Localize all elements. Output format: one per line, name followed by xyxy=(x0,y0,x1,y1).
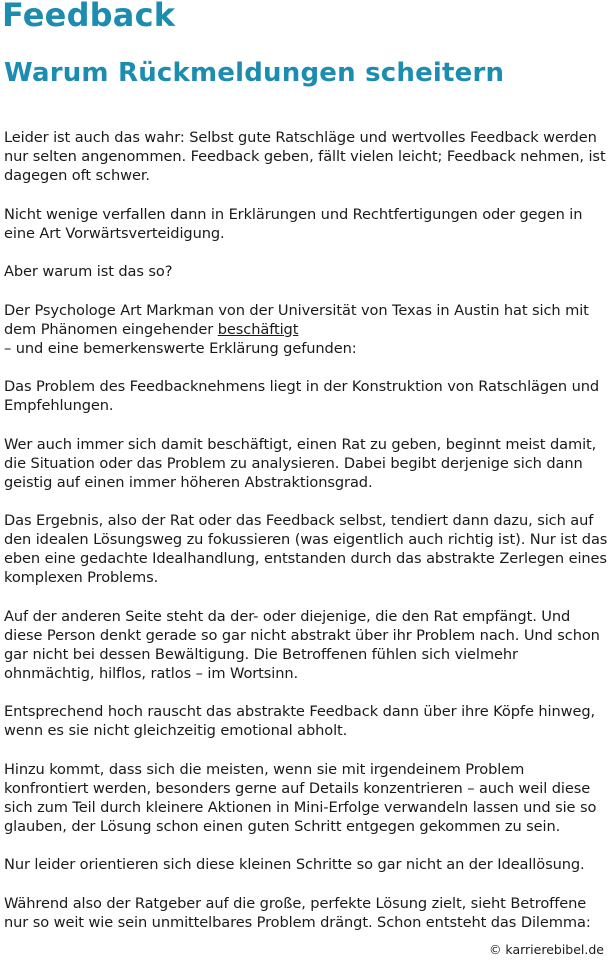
paragraph: Nicht wenige verfallen dann in Erklärungen und Rechtfertigungen oder gegen in eine Art Vorwärtsverteidigung. xyxy=(4,205,583,242)
copyright-footer: © karrierebibel.de xyxy=(488,942,604,957)
paragraph: Nur leider orientieren sich diese kleinen Schritte so gar nicht an der Ideallösung. xyxy=(4,856,585,873)
paragraph: Während also der Ratgeber auf die große, perfekte Lösung zielt, sieht Betroffene nur so weit wie sein unmittelbares Problem drängt. Schon entsteht das Dilemma: xyxy=(4,894,591,931)
paragraph: Auf der anderen Seite steht da der- oder diejenige, die den Rat empfängt. Und diese Person denkt gerade so gar nicht abstrakt über ihr Problem nach. Und schon gar nicht bei dessen Bewältigung. Die Betroffenen fühlen sich vielmehr ohnmächtig, hilflos, ratlos – im Wortsinn. xyxy=(4,607,600,682)
page-subtitle: Warum Rückmeldungen scheitern xyxy=(4,58,505,88)
page-title: Feedback xyxy=(2,0,176,34)
paragraph: Das Problem des Feedbacknehmens liegt in der Konstruktion von Ratschlägen und Empfehlungen. xyxy=(4,378,600,414)
paragraph: Das Ergebnis, also der Rat oder das Feedback selbst, tendiert dann dazu, sich auf den idealen Lösungsweg zu fokussieren (was eigentlich auch richtig ist). Nur ist das eben eine gedachte Idealhandlung, entstanden durch das abstrakte Zerlegen eines komplexen Problems. xyxy=(4,512,608,586)
article-body xyxy=(4,128,610,951)
paragraph: Wer auch immer sich damit beschäftigt, einen Rat zu geben, beginnt meist damit, die Situation oder das Problem zu analysieren. Dabei begibt derjenige sich dann geistig auf einen immer höheren Abstraktionsgrad. xyxy=(4,435,597,491)
paragraph: Leider ist auch das wahr: Selbst gute Ratschläge und wertvolles Feedback werden nur selten angenommen. Feedback geben, fällt vielen leicht; Feedback nehmen, ist dagegen oft schwer. xyxy=(4,129,606,184)
paragraph xyxy=(4,301,610,358)
paragraph-text: – und eine bemerkenswerte Erklärung gefunden: xyxy=(4,339,357,357)
paragraph: Aber warum ist das so? xyxy=(4,263,173,280)
beschaeftigt-link[interactable]: beschäftigt xyxy=(217,320,299,338)
paragraph-text: Der Psychologe Art Markman von der Universität von Texas in Austin hat sich mit dem Phänomen eingehender xyxy=(4,301,589,338)
paragraph: Entsprechend hoch rauscht das abstrakte Feedback dann über ihre Köpfe hinweg, wenn es sie nicht gleichzeitig emotional abholt. xyxy=(4,703,596,739)
paragraph: Hinzu kommt, dass sich die meisten, wenn sie mit irgendeinem Problem konfrontiert werden, besonders gerne auf Details konzentrieren – auch weil diese sich zum Teil durch kleinere Aktionen in Mini-Erfolge verwandeln lassen und sie so glauben, der Lösung schon einen guten Schritt entgegen gekommen zu sein. xyxy=(4,760,597,835)
